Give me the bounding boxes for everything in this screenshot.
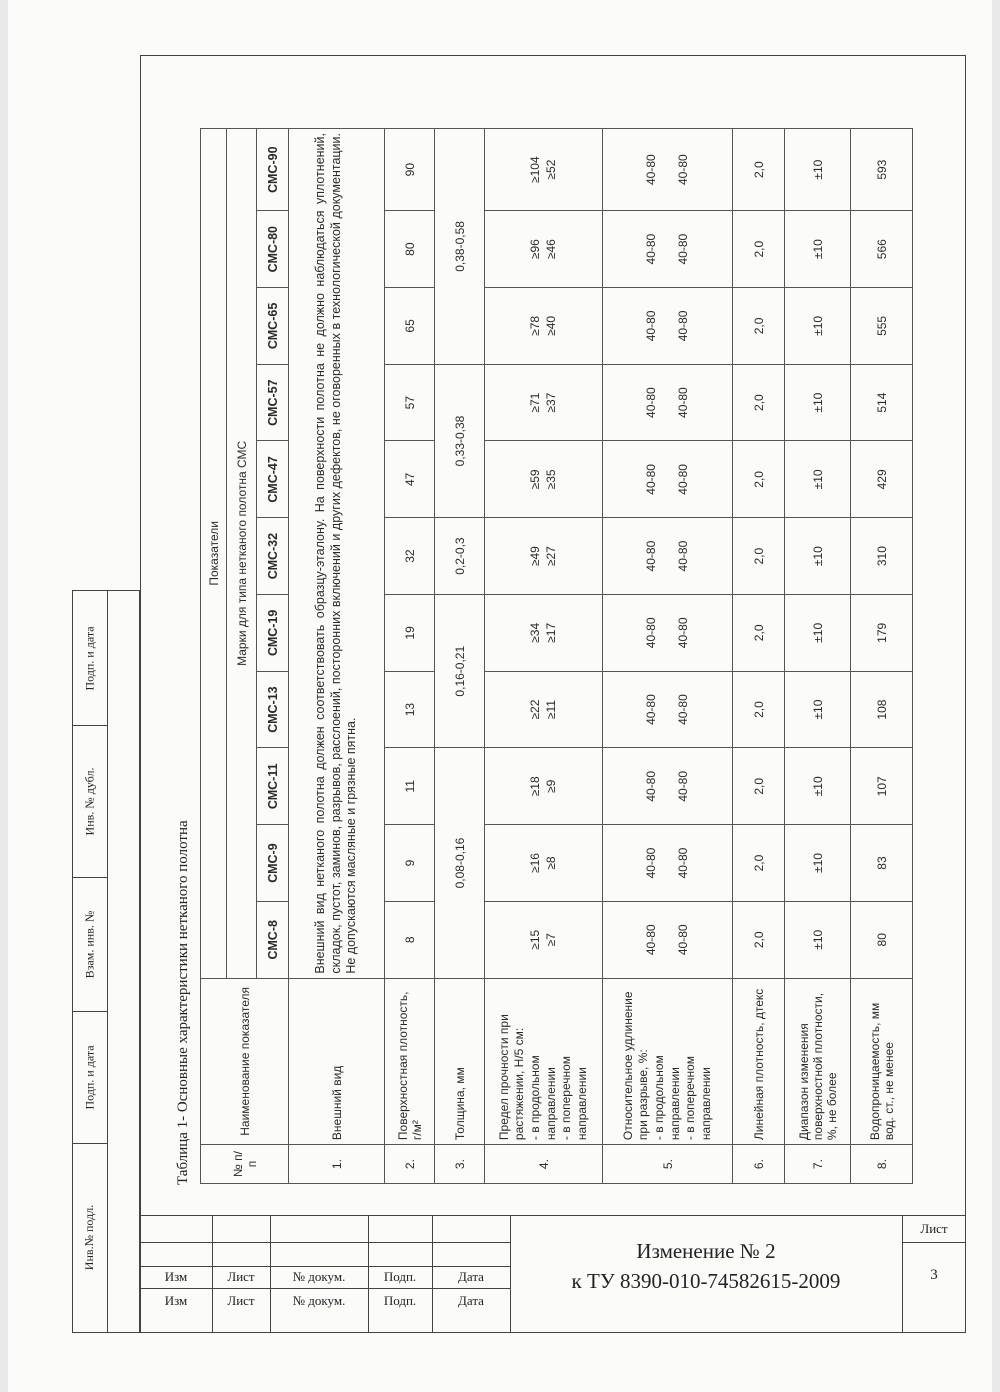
- marks-header: Марки для типа нетканого полотна СМС: [227, 129, 257, 979]
- table-cell: ≥15 ≥7: [485, 901, 603, 978]
- table-cell: ±10: [785, 901, 851, 978]
- table-cell: 13: [385, 671, 435, 748]
- table-cell: ±10: [785, 441, 851, 518]
- table-cell: 40-80 40-80: [603, 671, 733, 748]
- list-label: Лист: [227, 1269, 255, 1284]
- table-cell: 179: [851, 594, 913, 671]
- table-cell: ±10: [785, 211, 851, 288]
- table-cell: 2,0: [733, 825, 785, 902]
- table-cell: ≥49 ≥27: [485, 518, 603, 595]
- table-cell: 32: [385, 518, 435, 595]
- indicators-header: Показатели: [201, 129, 227, 979]
- table-cell: 2,0: [733, 594, 785, 671]
- table-caption: Таблица 1- Основные характеристики нетканого полотна: [175, 820, 191, 1185]
- podp-label: Подп.: [383, 1269, 417, 1284]
- table-cell: 40-80 40-80: [603, 748, 733, 825]
- mark-header: СМС-9: [257, 825, 289, 902]
- table-cell: 2,0: [733, 748, 785, 825]
- row-number: 6.: [733, 1145, 785, 1184]
- stamp-label: Подп. и дата: [82, 625, 97, 691]
- row-name-sub: - в поперечном направлении: [683, 1055, 713, 1141]
- mark-header: СМС-80: [257, 211, 289, 288]
- table-row: [785, 129, 851, 1184]
- stamp-cell: [73, 877, 107, 1011]
- table-cell: 2,0: [733, 441, 785, 518]
- table-row: [289, 129, 385, 1184]
- table-cell: 83: [851, 825, 913, 902]
- table-cell: 19: [385, 594, 435, 671]
- characteristics-table: [200, 128, 913, 1184]
- table-row: [385, 129, 435, 1184]
- table-cell: 514: [851, 364, 913, 441]
- table-cell: 310: [851, 518, 913, 595]
- row-number: 7.: [785, 1145, 851, 1184]
- table-cell: ≥34 ≥17: [485, 594, 603, 671]
- mark-header: СМС-47: [257, 441, 289, 518]
- stamp-label: Подп. и дата: [82, 1044, 97, 1110]
- row-name: [603, 978, 733, 1144]
- table-cell: ≥71 ≥37: [485, 364, 603, 441]
- table-cell: 11: [385, 748, 435, 825]
- table-cell: 2,0: [733, 671, 785, 748]
- table-cell: 0,08-0,16: [435, 748, 485, 978]
- table-cell: 40-80 40-80: [603, 825, 733, 902]
- date-label: Дата: [458, 1269, 484, 1284]
- sheet-label: Лист: [920, 1221, 948, 1236]
- mark-header: СМС-11: [257, 748, 289, 825]
- row-name: Поверхностная плотность, г/м²: [385, 978, 435, 1144]
- mark-header: СМС-65: [257, 288, 289, 365]
- table-cell: 2,0: [733, 901, 785, 978]
- table-cell: 566: [851, 211, 913, 288]
- table-cell: ≥78 ≥40: [485, 288, 603, 365]
- title-line-2: к ТУ 8390-010-74582615-2009: [571, 1269, 841, 1293]
- table-cell: ±10: [785, 288, 851, 365]
- list-label: Лист: [227, 1293, 255, 1308]
- table-cell: 107: [851, 748, 913, 825]
- stamp-cell: [73, 725, 107, 877]
- table-cell: ≥22 ≥11: [485, 671, 603, 748]
- doc-label: № докум.: [292, 1293, 346, 1308]
- table-cell: 0,38-0,58: [435, 129, 485, 365]
- row-name-main: Относительное удлинение при разрыве, %:: [620, 991, 651, 1141]
- document-title: [512, 1236, 900, 1296]
- mark-header: СМС-13: [257, 671, 289, 748]
- table-cell: ±10: [785, 748, 851, 825]
- mark-header: СМС-19: [257, 594, 289, 671]
- podp-label: Подп.: [383, 1293, 417, 1308]
- row-name: Водопроницаемость, мм вод. ст., не менее: [851, 978, 913, 1144]
- col-num-header: № п/п: [201, 1145, 289, 1184]
- col-name-header: Наименование показателя: [201, 978, 289, 1144]
- table-row: [733, 129, 785, 1184]
- table-cell: 2,0: [733, 129, 785, 211]
- row-name-sub: - в поперечном направлении: [559, 1055, 589, 1141]
- date-label: Дата: [458, 1293, 484, 1308]
- doc-label: № докум.: [292, 1269, 346, 1284]
- table-cell: ±10: [785, 364, 851, 441]
- table-cell: 40-80 40-80: [603, 211, 733, 288]
- table-cell: 0,2-0,3: [435, 518, 485, 595]
- mark-header: СМС-8: [257, 901, 289, 978]
- stamp-label: Взам. инв. №: [82, 910, 97, 978]
- sheet-number: 3: [930, 1266, 938, 1283]
- table-cell: ±10: [785, 594, 851, 671]
- row-name-sub: - в продольном направлении: [651, 1055, 682, 1141]
- table-cell: 40-80 40-80: [603, 129, 733, 211]
- table-cell: 40-80 40-80: [603, 518, 733, 595]
- table-cell: 47: [385, 441, 435, 518]
- table-cell: ±10: [785, 518, 851, 595]
- table-cell: ±10: [785, 129, 851, 211]
- table-cell: 57: [385, 364, 435, 441]
- table-cell: 90: [385, 129, 435, 211]
- row-name: Диапазон изменения поверхностной плотности, %, не более: [785, 978, 851, 1144]
- mark-header: СМС-57: [257, 364, 289, 441]
- table-cell: 80: [851, 901, 913, 978]
- row-name-main: Предел прочности при растяжении, Н/5 см:: [496, 1014, 527, 1141]
- table-cell: ±10: [785, 825, 851, 902]
- row-number: 4.: [485, 1145, 603, 1184]
- table-cell: 429: [851, 441, 913, 518]
- table-cell: 9: [385, 825, 435, 902]
- izm-label: Изм: [164, 1293, 188, 1308]
- stamp-label: Инв. № дубл.: [82, 767, 97, 835]
- table-cell: 40-80 40-80: [603, 288, 733, 365]
- table-cell: 2,0: [733, 211, 785, 288]
- table-cell: 65: [385, 288, 435, 365]
- table-cell: ≥16 ≥8: [485, 825, 603, 902]
- table-cell: 8: [385, 901, 435, 978]
- table-cell: ≥18 ≥9: [485, 748, 603, 825]
- stamp-label: Инв.№ подл.: [82, 1204, 97, 1271]
- table-cell: 2,0: [733, 288, 785, 365]
- table-cell: ≥104 ≥52: [485, 129, 603, 211]
- row-name: [485, 978, 603, 1144]
- table-cell: 555: [851, 288, 913, 365]
- table-cell: 80: [385, 211, 435, 288]
- table-cell: 40-80 40-80: [603, 364, 733, 441]
- table-cell: 40-80 40-80: [603, 441, 733, 518]
- table-cell: 40-80 40-80: [603, 901, 733, 978]
- table-cell: ±10: [785, 671, 851, 748]
- table-cell: 0,33-0,38: [435, 364, 485, 517]
- table-cell: 40-80 40-80: [603, 594, 733, 671]
- row-number: 1.: [289, 1145, 385, 1184]
- table-cell: 2,0: [733, 364, 785, 441]
- title-block: [140, 1215, 966, 1333]
- table-cell: 593: [851, 129, 913, 211]
- title-line-1: Изменение № 2: [636, 1239, 776, 1263]
- characteristics-table-wrapper: [200, 128, 912, 1184]
- row-number: 8.: [851, 1145, 913, 1184]
- row-number: 3.: [435, 1145, 485, 1184]
- table-row: [603, 129, 733, 1184]
- table-cell: ≥96 ≥46: [485, 211, 603, 288]
- row-number: 2.: [385, 1145, 435, 1184]
- row-name: Толщина, мм: [435, 978, 485, 1144]
- row-name: Линейная плотность, дтекс: [733, 978, 785, 1144]
- table-row: [851, 129, 913, 1184]
- row-name-sub: - в продольном направлении: [527, 1055, 558, 1141]
- table-row: [485, 129, 603, 1184]
- row-number: 5.: [603, 1145, 733, 1184]
- appearance-text: Внешний вид нетканого полотна должен соответствовать образцу-эталону. На поверхности полотна не должно наблюдаться уплотнений, складок, пустот, заминов, разрывов, расслоений, посторонних включений и других дефектов, не оговоренных в технологической документации. Не допускаются масляные и грязные пятна.: [289, 129, 385, 979]
- stamp-cell: [73, 591, 107, 725]
- table-cell: ≥59 ≥35: [485, 441, 603, 518]
- table-cell: 108: [851, 671, 913, 748]
- izm-label: Изм: [164, 1269, 188, 1284]
- table-cell: 0,16-0,21: [435, 594, 485, 747]
- mark-header: СМС-32: [257, 518, 289, 595]
- table-cell: 2,0: [733, 518, 785, 595]
- stamp-cell: [73, 1143, 107, 1332]
- table-row: [435, 129, 485, 1184]
- stamp-cell: [73, 1011, 107, 1143]
- row-name: Внешний вид: [289, 978, 385, 1144]
- mark-header: СМС-90: [257, 129, 289, 211]
- side-stamp: [72, 590, 140, 1333]
